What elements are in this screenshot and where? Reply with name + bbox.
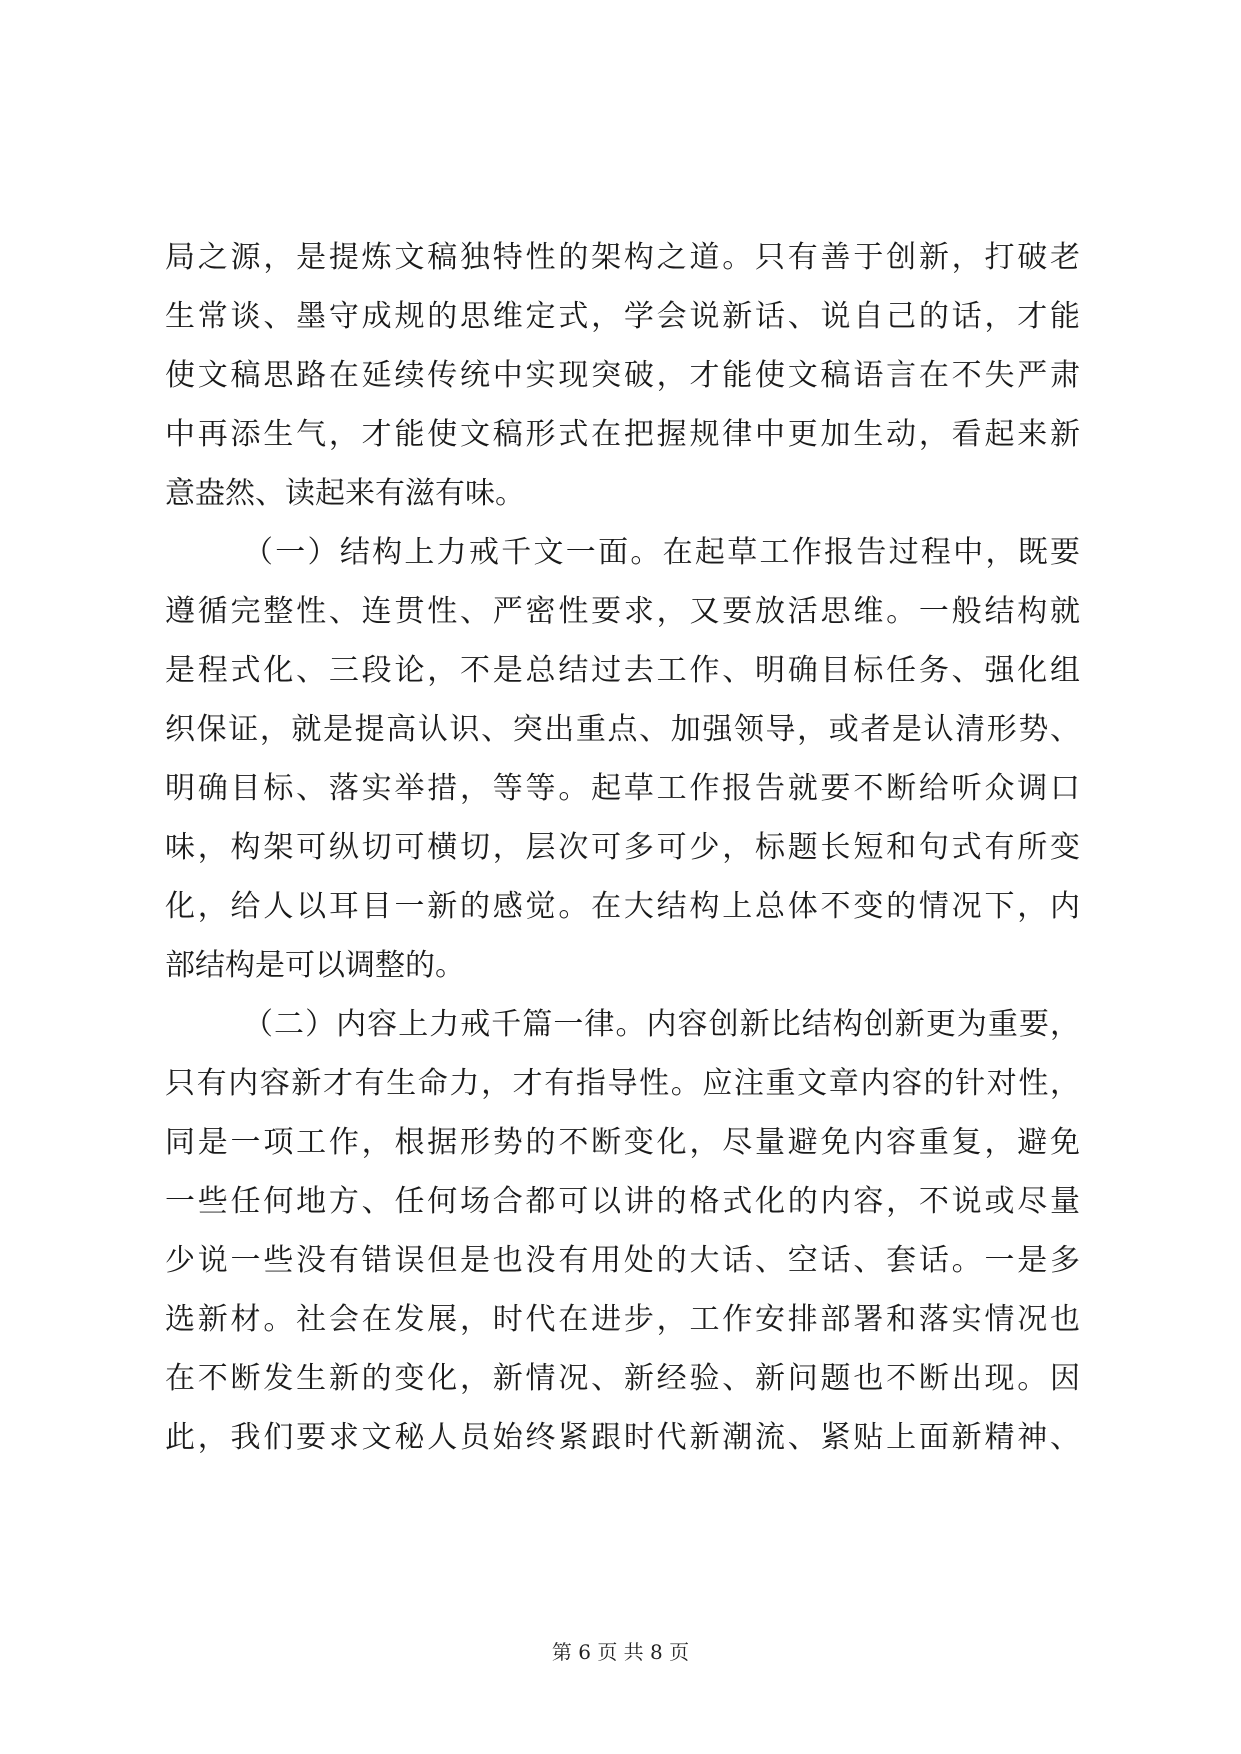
text-line: 选新材。社会在发展，时代在进步，工作安排部署和落实情况也 bbox=[165, 1302, 1080, 1337]
text-line: 此，我们要求文秘人员始终紧跟时代新潮流、紧贴上面新精神、 bbox=[165, 1420, 1080, 1455]
text-line: 遵循完整性、连贯性、严密性要求，又要放活思维。一般结构就 bbox=[165, 594, 1080, 629]
text-line: 味，构架可纵切可横切，层次可多可少，标题长短和句式有所变 bbox=[165, 830, 1080, 865]
text-line: 在不断发生新的变化，新情况、新经验、新问题也不断出现。因 bbox=[165, 1361, 1080, 1396]
text-line: 使文稿思路在延续传统中实现突破，才能使文稿语言在不失严肃 bbox=[165, 358, 1080, 393]
text-line: （一）结构上力戒千文一面。在起草工作报告过程中，既要 bbox=[243, 535, 1080, 570]
page-footer bbox=[0, 1636, 1241, 1665]
text-line: （二）内容上力戒千篇一律。内容创新比结构创新更为重要， bbox=[243, 1007, 1080, 1042]
text-line: 同是一项工作，根据形势的不断变化，尽量避免内容重复，避免 bbox=[165, 1125, 1080, 1160]
page-number-label: 第 6 页 共 8 页 bbox=[551, 1640, 690, 1664]
text-line: 部结构是可以调整的。 bbox=[165, 948, 465, 983]
text-line: 只有内容新才有生命力，才有指导性。应注重文章内容的针对性， bbox=[165, 1066, 1080, 1101]
text-line: 是程式化、三段论，不是总结过去工作、明确目标任务、强化组 bbox=[165, 653, 1080, 688]
text-line: 一些任何地方、任何场合都可以讲的格式化的内容，不说或尽量 bbox=[165, 1184, 1080, 1219]
paragraph-1 bbox=[165, 228, 1080, 523]
body-text bbox=[165, 228, 1080, 1467]
text-line: 化，给人以耳目一新的感觉。在大结构上总体不变的情况下，内 bbox=[165, 889, 1080, 924]
text-line: 中再添生气，才能使文稿形式在把握规律中更加生动，看起来新 bbox=[165, 417, 1080, 452]
paragraph-3 bbox=[165, 995, 1080, 1467]
text-line: 少说一些没有错误但是也没有用处的大话、空话、套话。一是多 bbox=[165, 1243, 1080, 1278]
paragraph-2 bbox=[165, 523, 1080, 995]
text-line: 意盎然、读起来有滋有味。 bbox=[165, 476, 525, 511]
text-line: 局之源，是提炼文稿独特性的架构之道。只有善于创新，打破老 bbox=[165, 240, 1080, 275]
text-line: 生常谈、墨守成规的思维定式，学会说新话、说自己的话，才能 bbox=[165, 299, 1080, 334]
text-line: 织保证，就是提高认识、突出重点、加强领导，或者是认清形势、 bbox=[165, 712, 1080, 747]
text-line: 明确目标、落实举措，等等。起草工作报告就要不断给听众调口 bbox=[165, 771, 1080, 806]
